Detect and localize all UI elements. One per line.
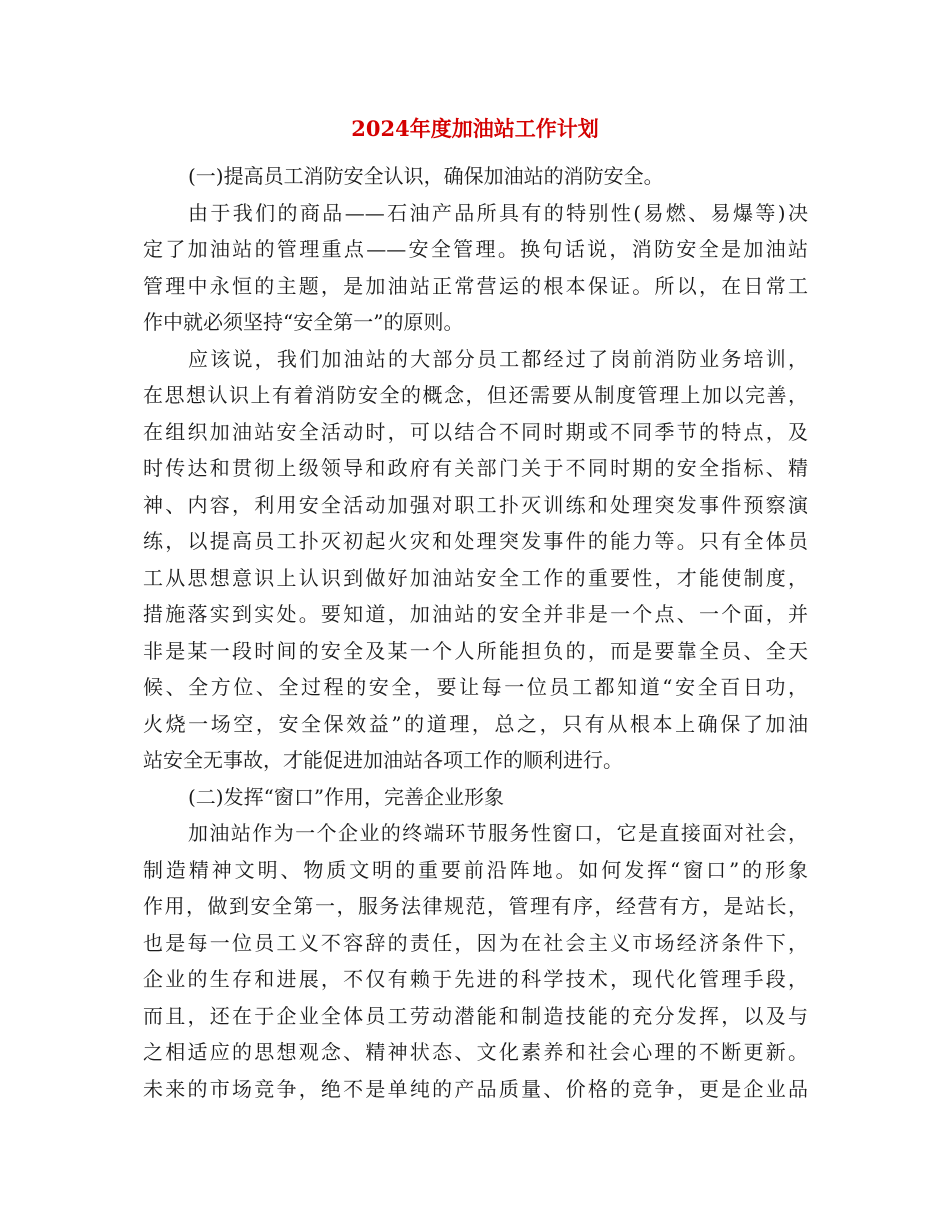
- paragraph-line: 非是某一段时间的安全及某一个人所能担负的，而是要靠全员、全天: [143, 638, 808, 663]
- paragraph-line: 企业的生存和进展，不仅有赖于先进的科学技术，现代化管理手段，: [143, 967, 808, 991]
- paragraph-line: 候、全方位、全过程的安全，要让每一位员工都知道“安全百日功，: [143, 675, 808, 699]
- section-heading-2: (二)发挥“窗口”作用，完善企业形象: [188, 784, 505, 809]
- document-body: [143, 158, 808, 1107]
- paragraph-line: 由于我们的商品——石油产品所具有的特别性(易燃、易爆等)决: [188, 200, 808, 225]
- paragraph-line: 措施落实到实处。要知道，加油站的安全并非是一个点、一个面，并: [143, 602, 808, 626]
- paragraph-line: 而且，还在于企业全体员工劳动潜能和制造技能的充分发挥，以及与: [143, 1003, 808, 1028]
- paragraph-line: 时传达和贯彻上级领导和政府有关部门关于不同时期的安全指标、精: [143, 456, 808, 480]
- paragraph-line: 作用，做到安全第一，服务法律规范，管理有序，经营有方，是站长，: [143, 894, 808, 918]
- paragraph-line: 管理中永恒的主题，是加油站正常营运的根本保证。所以，在日常工: [143, 273, 808, 298]
- paragraph-line: 火烧一场空，安全保效益”的道理，总之，只有从根本上确保了加油: [143, 711, 808, 736]
- paragraph-line: 未来的市场竞争，绝不是单纯的产品质量、价格的竞争，更是企业品: [143, 1076, 808, 1101]
- paragraph-line: 工从思想意识上认识到做好加油站安全工作的重要性，才能使制度，: [143, 565, 808, 590]
- section-heading-1: (一)提高员工消防安全认识，确保加油站的消防安全。: [188, 164, 664, 188]
- paragraph-line: 在思想认识上有着消防安全的概念，但还需要从制度管理上加以完善，: [143, 383, 808, 407]
- paragraph-line: 制造精神文明、物质文明的重要前沿阵地。如何发挥“窗口”的形象: [143, 857, 808, 882]
- paragraph-line: 神、内容，利用安全活动加强对职工扑灭训练和处理突发事件预察演: [143, 492, 808, 517]
- paragraph-line: 也是每一位员工义不容辞的责任，因为在社会主义市场经济条件下，: [143, 930, 808, 955]
- paragraph-line: 加油站作为一个企业的终端环节服务性窗口，它是直接面对社会，: [188, 821, 808, 845]
- paragraph-line: 练，以提高员工扑灭初起火灾和处理突发事件的能力等。只有全体员: [143, 529, 808, 553]
- paragraph-line: 站安全无事故，才能促进加油站各项工作的顺利进行。: [143, 748, 623, 772]
- paragraph-line: 在组织加油站安全活动时，可以结合不同时期或不同季节的特点，及: [143, 419, 808, 444]
- paragraph-line: 定了加油站的管理重点——安全管理。换句话说，消防安全是加油站: [143, 237, 808, 261]
- document-title: 2024年度加油站工作计划: [351, 116, 599, 141]
- paragraph-line: 应该说，我们加油站的大部分员工都经过了岗前消防业务培训，: [188, 346, 808, 371]
- paragraph-line: 作中就必须坚持“安全第一”的原则。: [143, 310, 464, 334]
- paragraph-line: 之相适应的思想观念、精神状态、文化素养和社会心理的不断更新。: [143, 1040, 808, 1064]
